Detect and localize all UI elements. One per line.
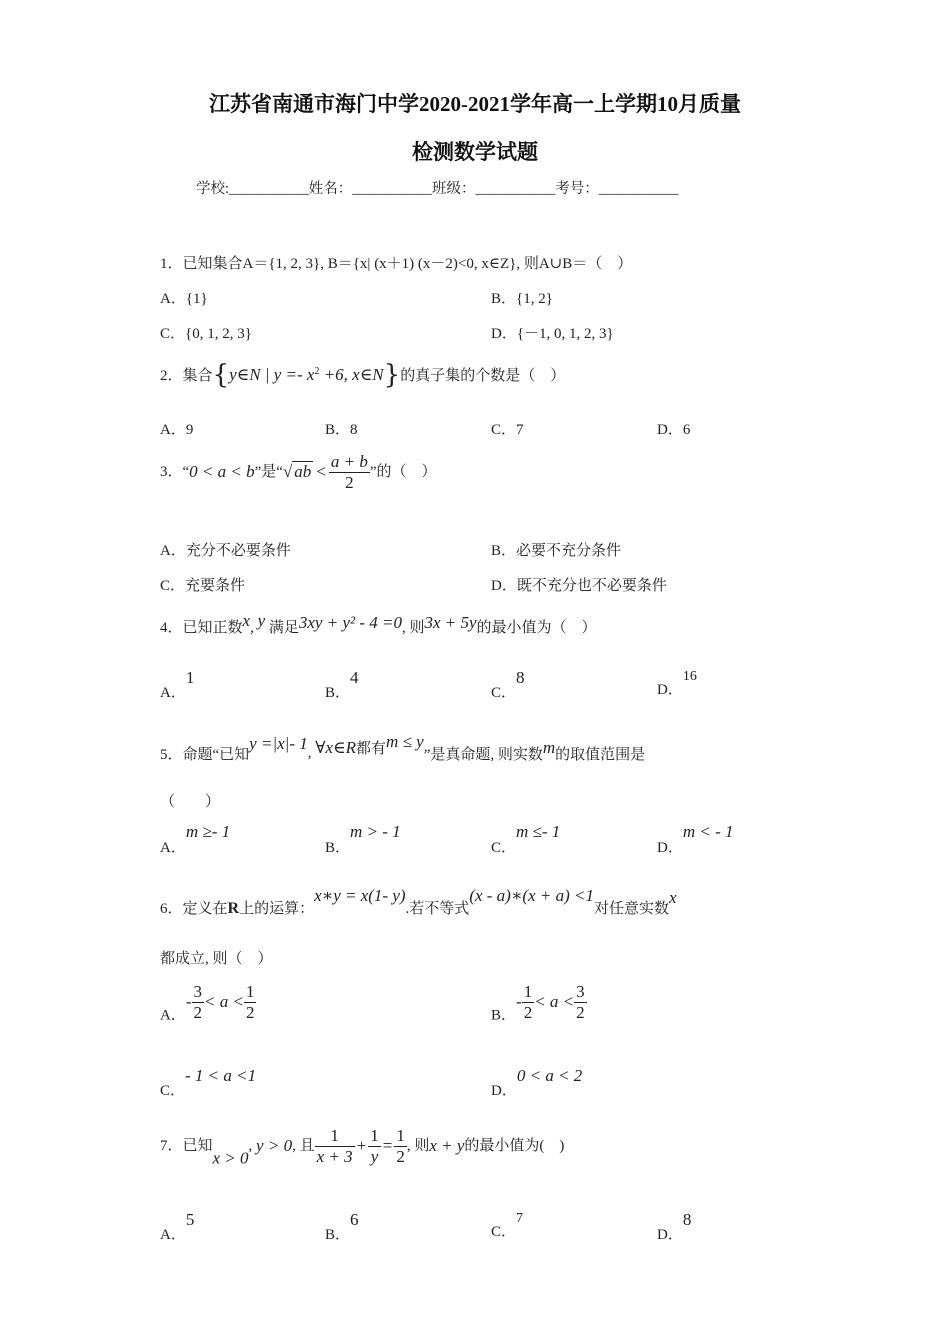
q7-mid2: , 则 xyxy=(406,1138,430,1155)
q5-option-b-value: m > - 1 xyxy=(350,822,401,841)
q4-option-b xyxy=(325,668,359,702)
q2-set-right: +6, x∈N xyxy=(319,365,384,384)
q7-frac2-den: y xyxy=(370,1146,379,1166)
q3-inequality: 0 < a < b xyxy=(189,462,255,482)
brace-right: } xyxy=(383,360,401,390)
q2-option-d: D．6 xyxy=(657,422,691,438)
q6-mid2: .若不等式 xyxy=(405,901,470,917)
q5-option-a xyxy=(160,822,230,857)
student-info-line xyxy=(196,177,679,198)
number-blank: ___________ xyxy=(598,181,679,197)
q3-prefix: 3．“ xyxy=(160,464,190,481)
q6-b-minus: - xyxy=(516,992,522,1012)
q4-option-a-label: A． xyxy=(160,685,186,701)
q7-option-b-value: 6 xyxy=(350,1210,359,1229)
q1-option-b: B．{1, 2} xyxy=(491,291,553,307)
q6-a-frac2-num: 1 xyxy=(245,982,255,1001)
q7-expression: x + y xyxy=(429,1136,465,1156)
q7-option-c-value: 7 xyxy=(516,1211,524,1226)
q3-sqrt-radicand: ab xyxy=(294,462,312,482)
q6-option-c-value: - 1 < a <1 xyxy=(185,1066,257,1085)
q6-prefix: 6．定义在 xyxy=(160,901,228,917)
q1-option-d: D．{－1, 0, 1, 2, 3} xyxy=(491,326,614,342)
question-6-stem xyxy=(160,886,677,918)
q6-line2: 都成立, 则（ ） xyxy=(160,951,273,967)
q7-option-a-label: A． xyxy=(160,1227,186,1243)
q4-x: x xyxy=(242,611,251,630)
q1-option-a: A．{1} xyxy=(160,291,208,307)
q6-x: x xyxy=(668,888,677,907)
q6-mid: 上的运算： xyxy=(239,901,315,917)
q7-option-d-value: 8 xyxy=(682,1210,692,1229)
name-blank: ___________ xyxy=(352,181,433,197)
q5-inequality: m ≤ y xyxy=(386,732,424,751)
page-title-line1: 江苏省南通市海门中学2020-2021学年高一上学期10月质量 xyxy=(209,92,741,116)
q3-mid: ”是“ xyxy=(254,464,283,481)
q7-frac1-den: x + 3 xyxy=(316,1146,353,1166)
q5-option-d-label: D． xyxy=(657,840,683,856)
q3-frac-num: a + b xyxy=(330,452,368,471)
q6-b-frac1-den: 2 xyxy=(523,1002,533,1022)
q2-option-a: A．9 xyxy=(160,422,194,438)
q3-option-a: A．充分不必要条件 xyxy=(160,543,291,559)
q4-comma: , xyxy=(250,620,254,636)
q3-fraction xyxy=(329,452,370,492)
q3-option-c: C．充要条件 xyxy=(160,578,246,594)
q2-suffix: 的真子集的个数是（ ） xyxy=(400,368,566,384)
q5-prefix: 5．命题“已知 xyxy=(160,747,250,763)
q6-a-minus: - xyxy=(185,992,192,1012)
q7-suffix: 的最小值为( ) xyxy=(464,1138,565,1155)
question-1-stem: 1．已知集合A＝{1, 2, 3}, B＝{x| (x＋1) (x－2)<0, x∈Z}, 则A∪B＝（ ） xyxy=(160,256,633,272)
class-blank: ___________ xyxy=(475,181,556,197)
page-title-line2: 检测数学试题 xyxy=(412,140,538,164)
q5-option-c xyxy=(491,822,560,857)
q6-a-frac1-den: 2 xyxy=(193,1002,203,1022)
q2-prefix: 2．集合 xyxy=(160,368,213,384)
q7-frac2-num: 1 xyxy=(370,1126,379,1145)
q3-sqrt: √ ab xyxy=(282,462,312,482)
q6-option-c-label: C． xyxy=(160,1083,186,1099)
class-label: 班级： xyxy=(432,181,476,197)
q6-b-frac2 xyxy=(574,982,587,1022)
q3-lt: < xyxy=(316,462,326,482)
q6-option-c xyxy=(160,1066,256,1100)
q1-option-c: C．{0, 1, 2, 3} xyxy=(160,326,252,342)
q4-option-d xyxy=(657,668,697,699)
q7-prefix: 7．已知 xyxy=(160,1138,213,1155)
q2-set-exponent: 2 xyxy=(314,366,320,377)
q6-option-a xyxy=(160,982,256,1025)
q7-option-a-value: 5 xyxy=(185,1210,195,1229)
q4-option-d-value: 16 xyxy=(682,669,697,684)
q7-option-c xyxy=(491,1210,523,1241)
q4-y: y xyxy=(257,611,266,630)
q5-option-c-value: m ≤- 1 xyxy=(516,822,561,841)
q6-option-b xyxy=(491,982,587,1025)
q7-mid: , 且 xyxy=(292,1138,315,1155)
q3-option-b: B．必要不充分条件 xyxy=(491,543,622,559)
q2-option-b: B．8 xyxy=(325,422,358,438)
q6-option-a-label: A． xyxy=(160,1007,186,1024)
q4-option-b-label: B． xyxy=(325,685,351,701)
q4-mid2: , 则 xyxy=(401,620,425,636)
q7-frac2 xyxy=(368,1126,381,1166)
q4-option-c xyxy=(491,668,525,702)
q7-frac1-num: 1 xyxy=(315,1126,355,1147)
q6-b-frac1-num: 1 xyxy=(523,982,533,1001)
q6-b-frac2-den: 2 xyxy=(576,1002,585,1022)
q5-option-b-label: B． xyxy=(325,840,351,856)
q5-option-c-label: C． xyxy=(491,840,517,856)
school-blank: ___________ xyxy=(229,181,309,197)
q4-prefix: 4．已知正数 xyxy=(160,620,243,636)
q7-option-d-label: D． xyxy=(657,1227,683,1243)
q7-plus: + xyxy=(356,1136,367,1156)
q4-option-c-label: C． xyxy=(491,685,517,701)
q6-option-d xyxy=(491,1066,582,1100)
q6-a-frac2 xyxy=(244,982,257,1022)
q5-paren: （ ） xyxy=(160,794,221,810)
q4-suffix: 的最小值为（ ） xyxy=(476,620,597,636)
number-label: 考号： xyxy=(555,181,599,197)
q5-option-a-value: m ≥- 1 xyxy=(185,822,231,841)
q6-b-frac1 xyxy=(522,982,535,1022)
q6-option-d-value: 0 < a < 2 xyxy=(516,1066,583,1085)
q4-option-c-value: 8 xyxy=(516,668,525,687)
q7-frac1 xyxy=(315,1126,355,1166)
q7-frac3-den: 2 xyxy=(396,1146,405,1166)
q5-m: m xyxy=(542,738,556,757)
q7-option-b-label: B． xyxy=(325,1227,351,1243)
q7-frac3-num: 1 xyxy=(396,1126,405,1145)
q3-frac-den: 2 xyxy=(345,472,354,492)
school-label: 学校: xyxy=(196,181,230,197)
q7-option-c-label: C． xyxy=(491,1224,517,1240)
name-label: 姓名： xyxy=(308,181,353,197)
brace-left: { xyxy=(212,360,230,390)
q5-suffix2: 的取值范围是 xyxy=(555,747,646,763)
q4-mid: 满足 xyxy=(268,620,299,636)
question-7-stem xyxy=(160,1126,564,1168)
q6-a-frac1-num: 3 xyxy=(193,982,203,1001)
q7-option-d xyxy=(657,1210,691,1244)
q5-forall: ∀x∈R xyxy=(315,738,357,757)
question-2-stem xyxy=(160,354,565,394)
q4-equation: 3xy + y² - 4 =0 xyxy=(298,613,402,632)
q5-suffix: ”是真命题, 则实数 xyxy=(423,747,543,763)
q5-option-d-value: m < - 1 xyxy=(682,822,734,841)
q5-function: y =|x|- 1 xyxy=(249,734,308,753)
q6-a-frac1 xyxy=(192,982,205,1022)
q6-definition: x∗y = x(1- y) xyxy=(314,886,406,905)
q4-option-d-label: D． xyxy=(657,682,683,698)
q7-cond1: x > 0 xyxy=(212,1148,249,1168)
question-5-stem xyxy=(160,732,645,764)
q4-expression: 3x + 5y xyxy=(424,613,477,632)
q5-mid: 都有 xyxy=(356,741,387,757)
q6-a-mid: < a < xyxy=(204,992,244,1012)
q3-option-d: D．既不充分也不必要条件 xyxy=(491,578,667,594)
q4-option-b-value: 4 xyxy=(350,668,359,687)
q4-option-a xyxy=(160,668,194,702)
q7-equals: = xyxy=(382,1136,393,1156)
q5-option-d xyxy=(657,822,734,857)
q6-a-frac2-den: 2 xyxy=(245,1002,255,1022)
q7-comma: , xyxy=(248,1138,253,1155)
q3-suffix: ”的（ ） xyxy=(369,464,437,481)
q6-R: R xyxy=(227,900,240,917)
q6-b-mid: < a < xyxy=(534,992,575,1012)
q7-cond2: y > 0 xyxy=(256,1136,293,1156)
q7-frac3 xyxy=(394,1126,407,1166)
q5-comma: , xyxy=(307,745,312,761)
q5-option-a-label: A． xyxy=(160,840,186,856)
q6-b-frac2-num: 3 xyxy=(576,982,585,1001)
q6-option-b-label: B． xyxy=(491,1007,517,1024)
q6-suffix: 对任意实数 xyxy=(593,901,669,917)
question-3-stem xyxy=(160,452,437,492)
q6-option-d-label: D． xyxy=(491,1083,517,1099)
q6-inequality: (x - a)∗(x + a) <1 xyxy=(469,886,594,905)
q2-option-c: C．7 xyxy=(491,422,524,438)
q7-option-b xyxy=(325,1210,359,1244)
q5-option-b xyxy=(325,822,401,857)
q7-option-a xyxy=(160,1210,194,1244)
q4-option-a-value: 1 xyxy=(185,668,195,687)
question-4-stem xyxy=(160,611,597,637)
q2-set-left: y∈N | y =- x xyxy=(229,365,315,384)
